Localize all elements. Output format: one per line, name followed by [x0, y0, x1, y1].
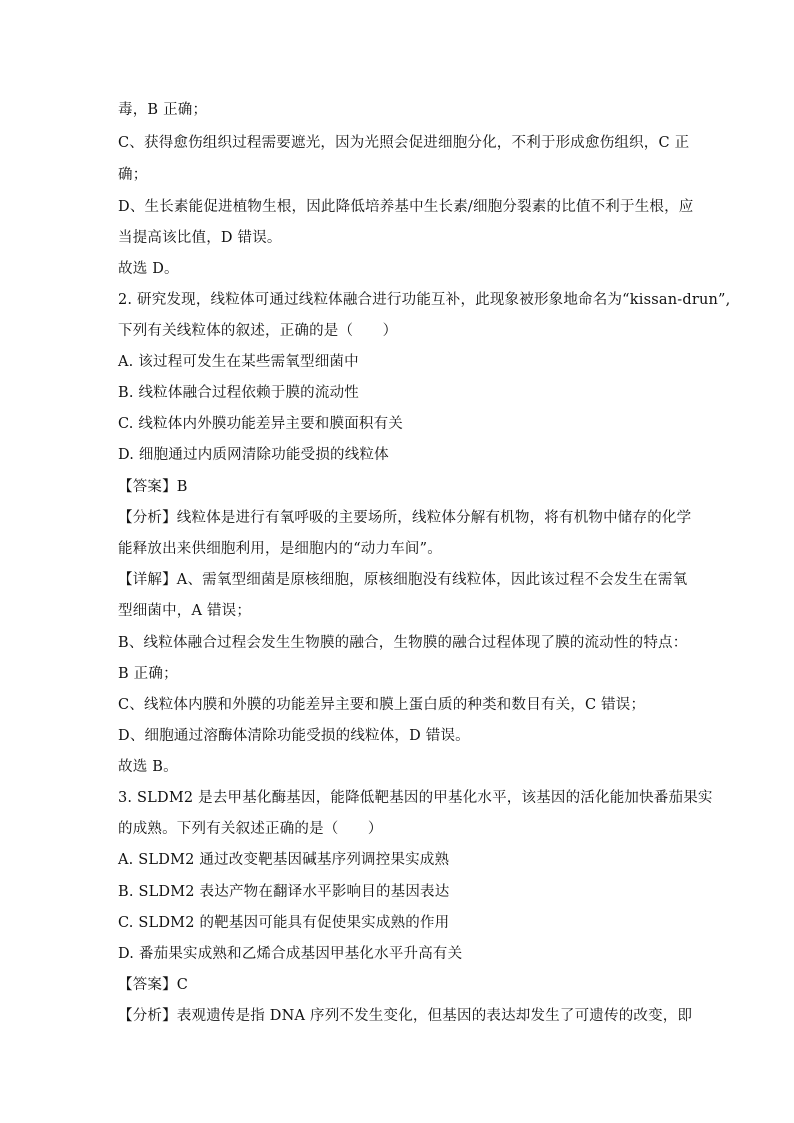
text-line: 当提高该比值，D 错误。	[118, 230, 282, 246]
text-line: 故选 D。	[118, 261, 179, 277]
question-2-stem: 下列有关线粒体的叙述，正确的是（ ）	[118, 323, 398, 339]
question-2-option-a: A. 该过程可发生在某些需氧型细菌中	[118, 354, 359, 370]
explanation-text: 型细菌中，A 错误；	[118, 603, 252, 619]
question-2-option-d: D. 细胞通过内质网清除功能受损的线粒体	[118, 447, 389, 463]
text-line: C、获得愈伤组织过程需要遮光，因为光照会促进细胞分化，不利于形成愈伤组织，C 正	[118, 135, 690, 151]
text-line: 毒，B 正确；	[118, 102, 208, 118]
question-3-stem: 的成熟。下列有关叙述正确的是（ ）	[118, 821, 383, 837]
question-3-stem: 3. SLDM2 是去甲基化酶基因，能降低靶基因的甲基化水平，该基因的活化能加快番茄果实	[118, 790, 713, 806]
answer-label: 【答案】B	[118, 479, 188, 495]
text-line: D、生长素能促进植物生根，因此降低培养基中生长素/细胞分裂素的比值不利于生根，应	[118, 199, 694, 215]
analysis-text: 【分析】线粒体是进行有氧呼吸的主要场所，线粒体分解有机物，将有机物中储存的化学	[118, 510, 692, 526]
question-3-option-a: A. SLDM2 通过改变靶基因碱基序列调控果实成熟	[118, 852, 450, 868]
question-2-stem: 2. 研究发现，线粒体可通过线粒体融合进行功能互补，此现象被形象地命名为“kissan-drun”,	[118, 292, 731, 308]
explanation-text: C、线粒体内膜和外膜的功能差异主要和膜上蛋白质的种类和数目有关，C 错误；	[118, 697, 646, 713]
explanation-text: B 正确；	[118, 666, 178, 682]
question-3-option-c: C. SLDM2 的靶基因可能具有促使果实成熟的作用	[118, 915, 450, 931]
question-3-option-d: D. 番茄果实成熟和乙烯合成基因甲基化水平升高有关	[118, 946, 463, 962]
analysis-text: 能释放出来供细胞利用，是细胞内的“动力车间”。	[118, 541, 442, 557]
text-line: 确；	[118, 167, 148, 183]
answer-label: 【答案】C	[118, 977, 189, 993]
explanation-text: 【详解】A、需氧型细菌是原核细胞，原核细胞没有线粒体，因此该过程不会发生在需氧	[118, 572, 688, 588]
explanation-text: B、线粒体融合过程会发生生物膜的融合，生物膜的融合过程体现了膜的流动性的特点：	[118, 635, 688, 651]
explanation-text: D、细胞通过溶酶体清除功能受损的线粒体，D 错误。	[118, 728, 470, 744]
analysis-text: 【分析】表观遗传是指 DNA 序列不发生变化，但基因的表达却发生了可遗传的改变，即	[118, 1008, 693, 1024]
question-2-option-c: C. 线粒体内外膜功能差异主要和膜面积有关	[118, 416, 403, 432]
question-3-option-b: B. SLDM2 表达产物在翻译水平影响目的基因表达	[118, 884, 450, 900]
question-2-option-b: B. 线粒体融合过程依赖于膜的流动性	[118, 385, 359, 401]
explanation-text: 故选 B。	[118, 759, 178, 775]
